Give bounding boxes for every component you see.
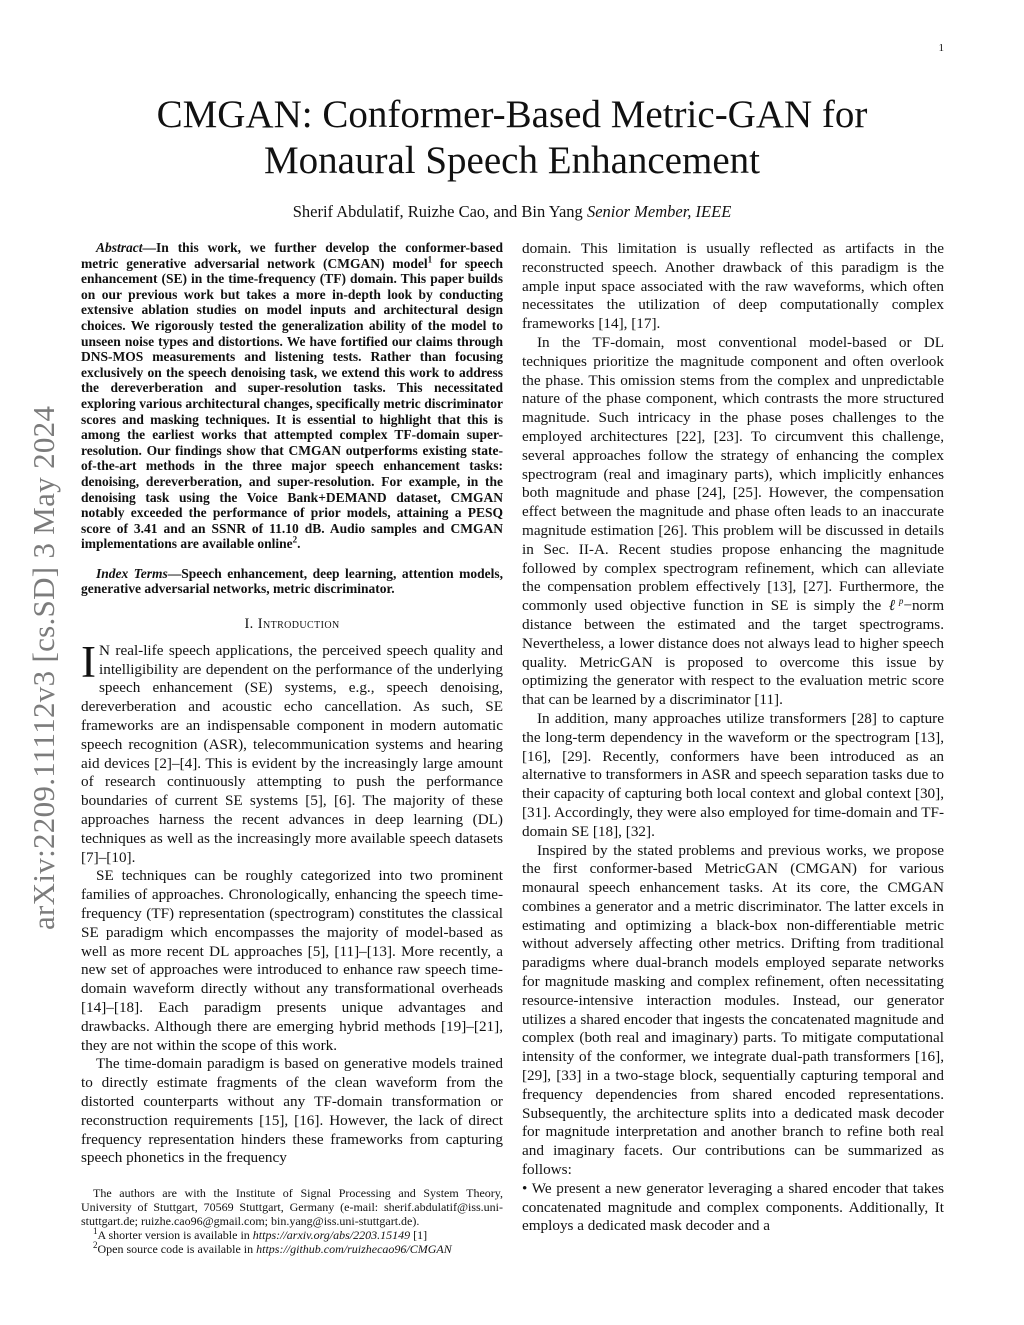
p-superscript: p: [898, 596, 904, 607]
title-line-2: Monaural Speech Enhancement: [264, 139, 760, 182]
page-number: 1: [938, 42, 944, 54]
intro-paragraph-1-text: N real-life speech applications, the perceived speech quality and intelligibility are dependent on the performance of the underlying speech enhancement (SE) systems, e.g., speech denoising, dereverberation and acoustic echo cancellation. As such, SE frameworks are an indispensable component in modern automatic speech recognition (ASR), telecommunication systems and hearing aid devices [2]–[4]. This is evident by the increasingly large amount of research continuously attempting to push the performance boundaries of current SE systems [5], [6]. The majority of these approaches harness the recent advances in deep learning (DL) techniques as well as the increasingly more available speech datasets [7]–[10].: [81, 641, 503, 866]
bullet-icon: •: [522, 1179, 528, 1197]
abstract: [81, 240, 503, 552]
footnote-ref-1: 1: [427, 254, 433, 265]
right-paragraph-4: Inspired by the stated problems and previous works, we propose the first conformer-based MetricGAN (CMGAN) for various monaural speech enhancement tasks. At its core, the CMGAN combines a generator and a metric discriminator. The latter excels in estimating and optimizing a black-box non-differentiable metric without adversely affecting other metrics. Drifting from traditional paradigms where dual-branch models employed separate networks for magnitude masking and complex refinement, often necessitating resource-intensive interaction modules. Instead, our generator utilizes a shared encoder that ingests the concatenated magnitude and complex (both real and imaginary) parts. To mitigate computational intensity of the conformer, we integrate dual-path transformers [16], [29], [33] in a two-stage block, sequentially capturing temporal and frequency dependencies from shared encoded representations. Subsequently, the architecture splits into a dedicated mask decoder for magnitude interpretation and another branch to refine both real and imaginary facets. Our contributions can be summarized as follows:: [522, 841, 944, 1179]
intro-paragraph-1: [81, 636, 503, 868]
lp-norm-symbol: [889, 597, 904, 614]
contribution-bullet-1-text: We present a new generator leveraging a shared encoder that takes concatenated magnitude and complex components. Additionally, It employs a dedicated mask decoder and a: [522, 1179, 944, 1235]
right-paragraph-3: In addition, many approaches utilize transformers [28] to capture the long-term dependency in the waveform or the spectrogram [13], [16], [29]. Recently, conformers have been introduced as an alternative to transformers in ASR and speech separation tasks due to their capacity of capturing both local context and global context [30], [31]. Accordingly, they were also employed for time-domain and TF-domain SE [18], [32].: [522, 709, 944, 840]
right-paragraph-1: domain. This limitation is usually reflected as artifacts in the reconstructed speech. Another drawback of this paradigm is the ample input space associated with the raw waveforms, which often necessitates the utilization of deep computationally complex frameworks [14], [17].: [522, 240, 944, 333]
ell-symbol: ℓ: [888, 597, 899, 615]
section-heading-introduction: I. Introduction: [244, 616, 340, 633]
author-list: [80, 202, 944, 222]
dropcap-letter: I: [81, 636, 96, 687]
paper-title: [80, 92, 944, 184]
arxiv-identifier: arXiv:2209.11112v3 [cs.SD] 3 May 2024: [26, 405, 61, 930]
right-paragraph-2-cont: −norm distance between the estimated and the target spectrograms. Nevertheless, a lower distance does not always lead to higher speech quality. MetricGAN is proposed to overcome this issue by optimizing the generator with respect to the evaluation metric score that can be learned by a discriminator [11].: [522, 597, 945, 709]
right-column: [522, 240, 944, 1236]
footnote-ref-2: 2: [292, 534, 298, 545]
affiliation-footnote: The authors are with the Institute of Signal Processing and System Theory, University of Stuttgart, 70569 Stuttgart, Germany (e-mail: sherif.abdulatif@iss.uni-stuttgart.de; ruizhe.cao96@gmail.com; bin.yang@iss.uni-stuttgart.de).: [81, 1186, 503, 1228]
footnote-1-link[interactable]: https://arxiv.org/abs/2203.15149: [252, 1228, 411, 1242]
footnote-2: [81, 1242, 503, 1256]
footnote-1: [81, 1228, 503, 1242]
title-line-1: CMGAN: Conformer-Based Metric-GAN for: [156, 93, 868, 136]
abstract-text-cont: for speech enhancement (SE) in the time-frequency (TF) domain. This paper builds on our previous work but takes a more in-depth look by conducting extensive ablation studies on model inputs and architectural design choices. We rigorously tested the generalization ability of the model to unseen noise types and distortions. We have fortified our claims through DNS-MOS measurements and listening tests. Rather than focusing exclusively on the speech denoising task, we extend this work to address the dereverberation and super-resolution tasks. This necessitated exploring various architectural changes, specifically metric discriminator scores and masking techniques. It is essential to highlight that this is among the earliest works that attempted complex TF-domain super-resolution. Our findings show that CMGAN outperforms existing state-of-the-art methods in the three major speech enhancement tasks: denoising, dereverberation, and super-resolution. For example, in the denoising task using the Voice Bank+DEMAND dataset, CMGAN notably exceeded the performance of prior models, attaining a PESQ score of 3.41 and an SSNR of 11.10 dB. Audio samples and CMGAN implementations are available online: [81, 255, 503, 552]
intro-paragraph-3: The time-domain paradigm is based on generative models trained to directly estimate fragments of the clean waveform from the distorted counterparts without any TF-domain transformation or reconstruction requirements [15], [16]. However, the lack of direct frequency representation hinders these frameworks from capturing speech phonetics in the frequency: [81, 1055, 503, 1167]
abstract-end: .: [297, 536, 301, 552]
left-column: [81, 240, 503, 1168]
right-paragraph-2-text: In the TF-domain, most conventional model-based or DL techniques prioritize the magnitude component and often overlook the phase. This omission stems from the complex and unpredictable nature of the phase component, which contrasts the more structured magnitude. Such intricacy in the phase poses challenges to the employed architectures [22], [23]. To circumvent this challenge, several approaches follow the strategy of enhancing the complex spectrogram (real and imaginary parts), which implicitly enhances both magnitude and phase [24], [25]. However, the compensation effect between the magnitude and phase often leads to an inaccurate magnitude estimation [26]. This problem will be discussed in details in Sec. II-A. Recent studies propose enhancing the magnitude followed by complex spectrogram refinement, which can alleviate the compensation problem effectively [13], [27]. Furthermore, the commonly used objective function in SE is simply the: [522, 333, 944, 615]
footnote-2-link[interactable]: https://github.com/ruizhecao96/CMGAN: [256, 1242, 452, 1256]
footnote-2-text: Open source code is available in: [97, 1242, 257, 1256]
index-terms-text: —Speech enhancement, deep learning, attention models, generative adversarial networks, metric discriminator.: [81, 565, 503, 597]
footnote-1-ref: [1]: [410, 1228, 428, 1242]
intro-paragraph-2: SE techniques can be roughly categorized into two prominent families of approaches. Chronologically, enhancing the speech time-frequency (TF) representation (spectrogram) constitutes the classical SE paradigm which encompasses the majority of model-based as well as more recent DL approaches [5], [11]–[13]. More recently, a new set of approaches were introduced to enhance raw speech time-domain waveform directly without any transformational overheads [14]–[18]. Each paradigm presents unique advantages and drawbacks. Although there are emerging hybrid methods [19]–[21], they are not within the scope of this work.: [81, 867, 503, 1054]
abstract-label: Abstract: [96, 240, 143, 255]
abstract-text: —In this work, we further develop the conformer-based metric generative adversarial network (CMGAN) model: [81, 240, 503, 271]
footnote-2-mark: 2: [93, 1240, 98, 1250]
footnotes: [81, 1186, 503, 1256]
author-names: Sherif Abdulatif, Ruizhe Cao, and Bin Yang: [292, 202, 583, 221]
index-terms: [81, 566, 503, 597]
right-paragraph-2: [522, 334, 944, 710]
index-terms-label: Index Terms: [96, 565, 168, 581]
footnote-1-text: A shorter version is available in: [97, 1228, 253, 1242]
footnote-1-mark: 1: [93, 1226, 98, 1236]
contribution-bullet-1: [522, 1180, 944, 1236]
author-role: Senior Member, IEEE: [586, 202, 732, 221]
